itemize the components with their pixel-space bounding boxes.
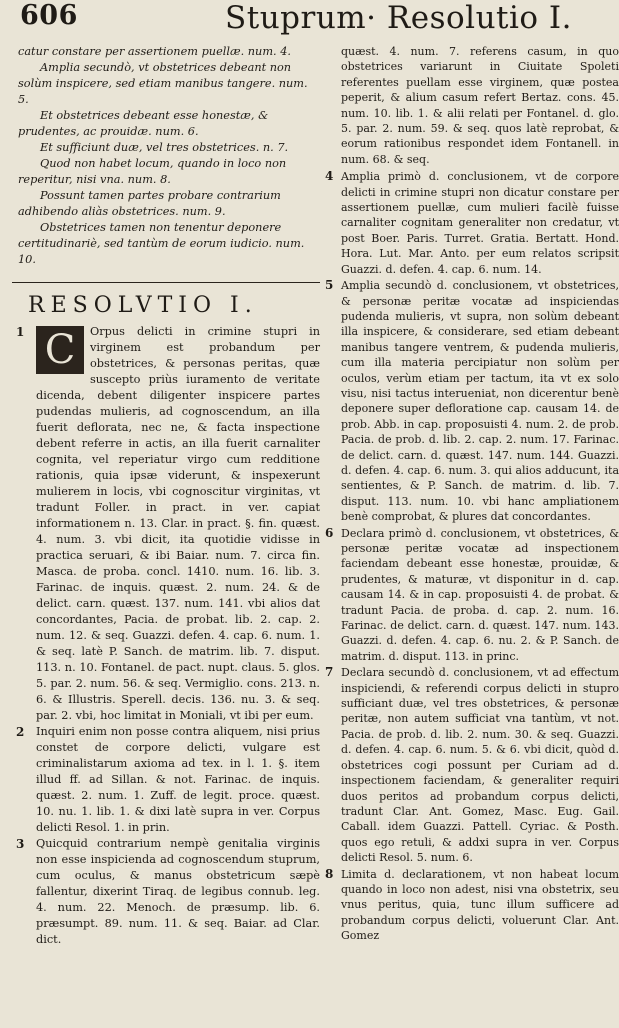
paragraph xyxy=(325,665,619,865)
summary-line: Possunt tamen partes probare contrarium adhibendo aliàs obstetrices. num. 9. xyxy=(18,189,281,218)
resolution-heading: RESOLVTIO I. xyxy=(28,293,258,318)
paragraph-number: 1 xyxy=(16,325,25,339)
summary-line: Et sufficiunt duæ, vel tres obstetrices. n. 7. xyxy=(40,141,289,154)
paragraph-number: 7 xyxy=(325,665,334,680)
paragraph-number: 6 xyxy=(325,525,334,540)
paragraph-text: Inquiri enim non posse contra aliquem, nisi prius constet de corpore delicti, vulgare est criminalistarum axioma ad tex. in l. 1. §. item illud ff. ad Sillan. & not. Farinac. de inquis. quæst. 2. num. 1. Zuff. de legit. proce. quæst. 10. nu. 1. lib. 1. & dixi latè supra in ver. Corpus delicti Resol. 1. in prin. xyxy=(36,725,320,834)
paragraph xyxy=(325,867,619,944)
paragraph-text: Orpus delicti in crimine stupri in virginem est probandum per obstetrices, & personas peritas, quæ suscepto priùs iuramento de veritate dicenda, debent diligenter inspicere partes pudendas mulieris, ad cognoscendum, an illa fuerit deflorata, nec ne, & facta inspectione debent referre in actis, an illa fuerit carnaliter cognita, vel reperiatur virgo cum redditione rationis, quia ipsæ viderunt, & inspexerunt mulierem in locis, vbi cognoscitur virginitas, vt tradunt Foller. in pract. in ver. capiat informationem n. 13. Clar. in pract. §. fin. quæst. 4. num. 3. vbi dicit, ita quotidie vidisse in practica seruari, & ibi Baiar. num. 7. circa fin. Masca. de proba. concl. 1410. num. 16. lib. 3. Farinac. de inquis. quæst. 2. num. 24. & de delict. carn. quæst. 137. num. 141. vbi alios dat concordantes, Pacia. de probat. lib. 2. cap. 2. num. 12. & seq. Guazzi. defen. 4. cap. 6. num. 1. & seq. latè P. Sanch. de matrim. lib. 7. disput. 113. n. 10. Fontanel. de pact. nupt. claus. 5. glos. 5. par. 2. num. 56. & seq. Vermiglio. cons. 213. n. 6. & Illustris. Sperell. decis. 136. nu. 3. & seq. par. 2. vbi, hoc limitat in Moniali, vt ibi per eum. xyxy=(36,325,320,722)
paragraph-number: 4 xyxy=(325,169,334,184)
paragraph-number: 2 xyxy=(16,725,25,739)
paragraph xyxy=(18,724,320,836)
summary-line: Quod non habet locum, quando in loco non reperitur, nisi vna. num. 8. xyxy=(18,157,287,186)
paragraph xyxy=(325,278,619,525)
paragraph xyxy=(18,836,320,948)
paragraph-number: 5 xyxy=(325,278,334,293)
drop-cap: C xyxy=(36,326,84,374)
running-title: Stuprum· Resolutio I. xyxy=(225,0,573,36)
summary-line: Obstetrices tamen non tenentur deponere certitudinariè, sed tantùm de eorum iudicio. num. 10. xyxy=(18,221,305,266)
paragraph-text: Amplia secundò d. conclusionem, vt obstetrices, & personæ peritæ vocatæ ad inspiciendas pudenda mulieris, vt supra, non solùm debeant illa inspicere, & considerare, sed etiam debeant manibus tangere ventrem, & pudenda mulieris, cum illa materia percipiatur non solùm per oculos, verùm etiam per tactum, ita vt ex solo visu, nisi tactus interueniat, non dicerentur benè deponere super defloratione cap. causam 14. de prob. Abb. in cap. proposuisti 4. num. 2. de prob. Pacia. de prob. d. lib. 2. cap. 2. num. 17. Farinac. de delict. carn. d. quæst. 147. num. 144. Guazzi. d. defen. 4. cap. 6. num. 3. qui alios adducunt, ita sentientes, & P. Sanch. de matrim. d. lib. 7. disput. 113. num. 10. vbi hanc ampliationem benè comprobat, & plures dat concordantes. xyxy=(341,279,619,524)
page-number: 606 xyxy=(20,0,78,31)
summary-line: Amplia secundò, vt obstetrices debeant non solùm inspicere, sed etiam manibus tangere. num. 5. xyxy=(18,61,308,106)
continued-paragraph: quæst. 4. num. 7. referens casum, in quo obstetrices variarunt in Ciuitate Spoleti referentes puellam esse virginem, quæ postea peperit, & alium casum refert Bertaz. cons. 45. num. 10. lib. 1. & alii relati per Fontanel. d. glo. 5. par. 2. num. 59. & seq. quos latè reprobat, & eorum rationibus respondet idem Fontanell. in num. 68. & seq. xyxy=(341,45,619,166)
summary-line: catur constare per assertionem puellæ. num. 4. xyxy=(18,45,292,58)
paragraph-text: Quicquid contrarium nempè genitalia virginis non esse inspicienda ad cognoscendum stuprum, cum oculus, & manus obstetricum sæpè fallentur, dixerint Tiraq. de legibus connub. leg. 4. num. 22. Menoch. de præsump. lib. 6. præsumpt. 89. num. 11. & seq. Baiar. ad Clar. dict. xyxy=(36,837,320,946)
paragraph-number: 3 xyxy=(16,837,25,851)
paragraph-text: Declara secundò d. conclusionem, vt ad effectum inspiciendi, & referendi corpus delicti in stupro sufficiant duæ, vel tres obstetrices, & personæ peritæ, non autem sufficiat vna tantùm, vt not. Pacia. de prob. d. lib. 2. num. 30. & seq. Guazzi. d. defen. 4. cap. 6. num. 5. & 6. vbi dicit, quòd d. obstetrices cogi possunt per Curiam ad d. inspectionem faciendam, & generaliter requiri duos peritos ad probandum corpus delicti, tradunt Clar. Ant. Gomez, Masc. Eug. Gail. Caball. idem Guazzi. Pattell. Cyriac. & Posth. quos ego retuli, & addxi supra in ver. Corpus delicti Resol. 5. num. 6. xyxy=(341,666,619,865)
paragraph xyxy=(325,169,619,277)
paragraph-number: 8 xyxy=(325,866,334,881)
paragraph-text: Declara primò d. conclusionem, vt obstetrices, & personæ peritæ vocatæ ad inspectionem faciendam debeant esse honestæ, prouidæ, & prudentes, & maturæ, vt disponitur in d. cap. causam 14. & in cap. proposuisti 4. de probat. & tradunt Pacia. de proba. d. cap. 2. num. 16. Farinac. de delict. carn. d. quæst. 147. num. 143. Guazzi. d. defen. 4. cap. 6. nu. 2. & P. Sanch. de matrim. d. disput. 113. in princ. xyxy=(341,526,619,663)
paragraph-text: Limita d. declarationem, vt non habeat locum quando in loco non adest, nisi vna obstetrix, seu vnus peritus, quia, tunc illum sufficere ad probandum corpus delicti, voluerunt Clar. Ant. Gomez xyxy=(341,867,619,943)
right-column xyxy=(325,44,619,1028)
paragraph-body xyxy=(18,324,320,724)
left-column xyxy=(18,44,320,1028)
section-divider xyxy=(12,282,320,283)
summary-line: Et obstetrices debeant esse honestæ, & prudentes, ac prouidæ. num. 6. xyxy=(18,109,269,138)
paragraph xyxy=(325,526,619,665)
paragraph-text: Amplia primò d. conclusionem, vt de corpore delicti in crimine stupri non dicatur constare per assertionem puellæ, cum mulieri facilè fuisse carnaliter cognitam generaliter non credatur, vt post Boer. Paris. Turret. Gratia. Bertatt. Hond. Hora. Lut. Mar. Anto. per eum relatos scripsit Guazzi. d. defen. 4. cap. 6. num. 14. xyxy=(341,170,619,276)
paragraph xyxy=(18,324,320,724)
summary-block xyxy=(18,44,320,268)
